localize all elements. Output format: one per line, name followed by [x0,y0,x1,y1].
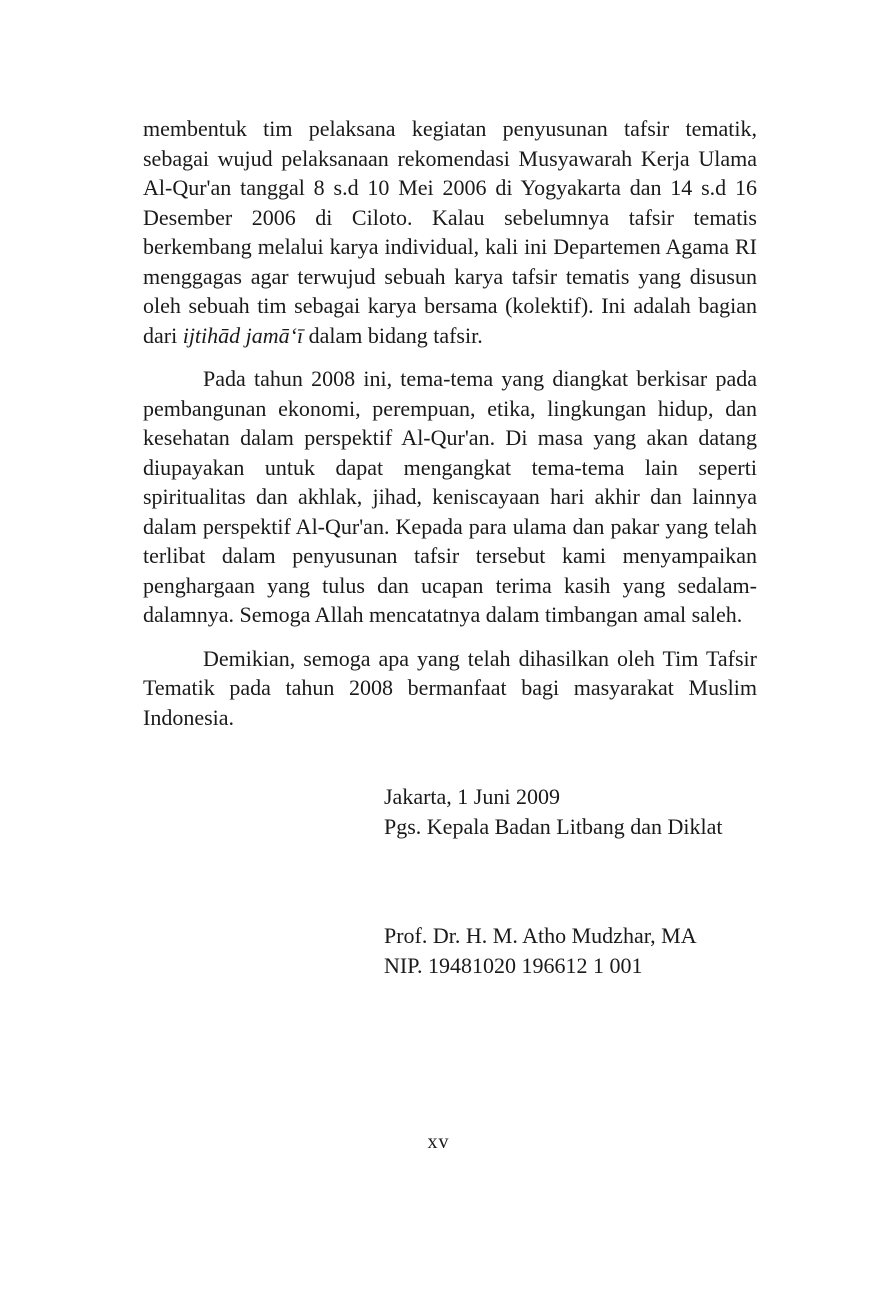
paragraph-1-italic-term: ijtihād jamāʻī [182,322,304,348]
paragraph-1 [143,114,757,350]
signature-place-date: Jakarta, 1 Juni 2009 [384,784,560,809]
signature-position: Pgs. Kepala Badan Litbang dan Diklat [384,814,723,839]
paragraph-1-ending: dalam bidang tafsir. [303,322,483,348]
signer-nip: NIP. 19481020 196612 1 001 [384,953,643,978]
paragraph-2: Pada tahun 2008 ini, tema-tema yang diangkat berkisar pada pembangunan ekonomi, perempuan, etika, lingkungan hidup, dan kesehatan dalam perspektif Al-Qur'an. Di masa yang akan datang diupayakan untuk dapat mengangkat tema-tema lain seperti spiritualitas dan akhlak, jihad, keniscayaan hari akhir dan lainnya dalam perspektif Al-Qur'an. Kepada para ulama dan pakar yang telah terlibat dalam penyusunan tafsir tersebut kami menyampaikan penghargaan yang tulus dan ucapan terima kasih yang sedalam-dalamnya. Semoga Allah mencatatnya dalam timbangan amal saleh. [143,366,757,627]
paragraph-3: Demikian, semoga apa yang telah dihasilkan oleh Tim Tafsir Tematik pada tahun 2008 bermanfaat bagi masyarakat Muslim Indonesia. [143,645,757,730]
signature-block [384,782,722,842]
document-body [143,114,757,732]
paragraph-1-text: membentuk tim pelaksana kegiatan penyusunan tafsir tematik, sebagai wujud pelaksanaan rekomendasi Musyawarah Kerja Ulama Al-Qur'an tanggal 8 s.d 10 Mei 2006 di Yogyakarta dan 14 s.d 16 Desember 2006 di Ciloto. Kalau sebelumnya tafsir tematis berkembang melalui karya individual, kali ini Departemen Agama RI menggagas agar terwujud sebuah karya tafsir tematis yang disusun oleh sebuah tim sebagai karya bersama (kolektif). Ini adalah bagian dari [143,116,757,348]
signer-block [384,921,697,981]
signer-name: Prof. Dr. H. M. Atho Mudzhar, MA [384,923,697,948]
page-number: xv [427,1131,450,1153]
